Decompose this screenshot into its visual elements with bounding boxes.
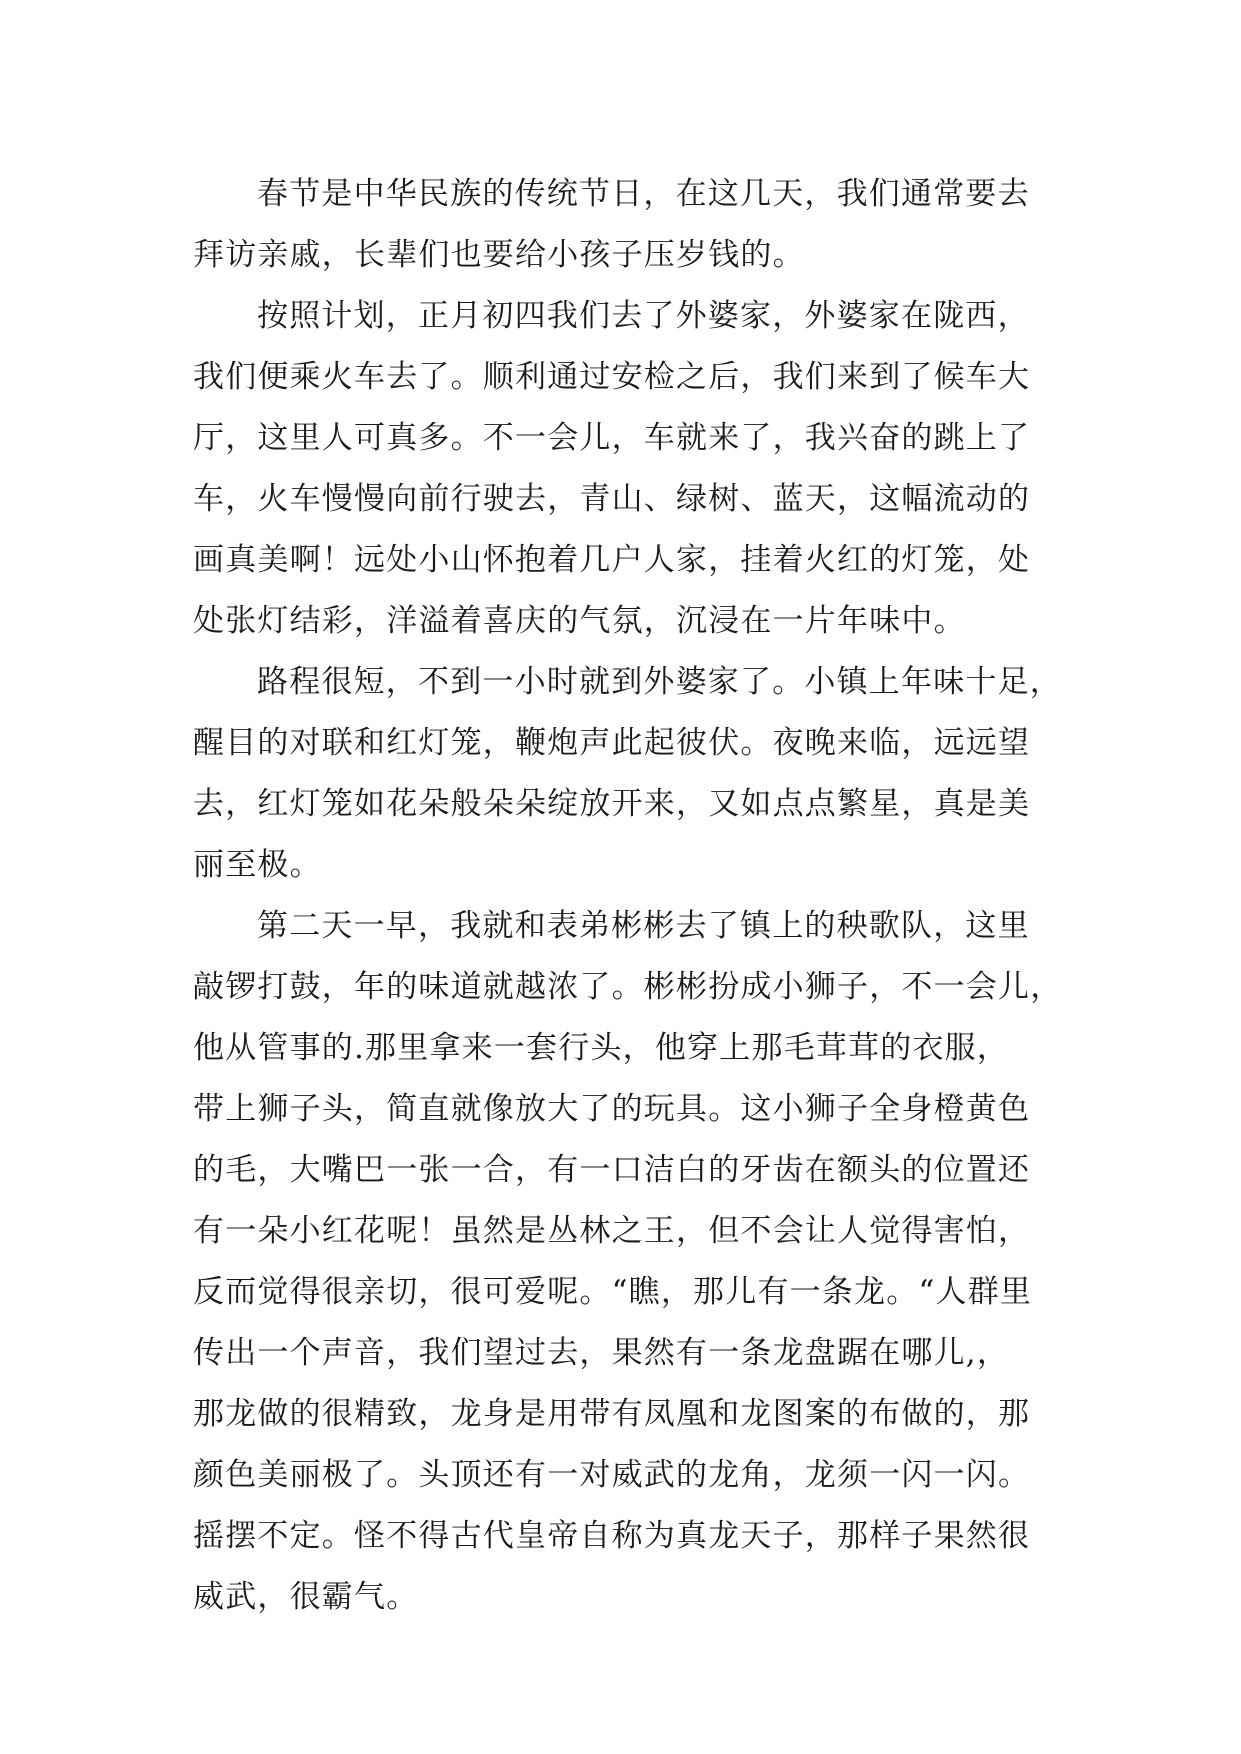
text-line: 处张灯结彩，洋溢着喜庆的气氛，沉浸在一片年味中。 xyxy=(193,603,966,639)
text-line: 拜访亲戚，长辈们也要给小孩子压岁钱的。 xyxy=(193,237,805,273)
text-line: 春节是中华民族的传统节日，在这几天，我们通常要去 xyxy=(257,176,1030,212)
text-line: 画真美啊！远处小山怀抱着几户人家，挂着火红的灯笼，处 xyxy=(193,542,1031,578)
text-line: 去，红灯笼如花朵般朵朵绽放开来，又如点点繁星，真是美 xyxy=(193,786,1031,822)
text-line: 威武，很霸气。 xyxy=(193,1579,419,1615)
text-line: 那龙做的很精致，龙身是用带有凤凰和龙图案的布做的，那 xyxy=(193,1396,1031,1432)
text-line: 厅，这里人可真多。不一会儿，车就来了，我兴奋的跳上了 xyxy=(193,420,1031,456)
paragraph-yangge-team xyxy=(193,896,1073,1628)
paragraph-train-trip xyxy=(193,286,1073,652)
text-line: 颜色美丽极了。头顶还有一对威武的龙角，龙须一闪一闪。 xyxy=(193,1457,1031,1493)
document-body xyxy=(193,164,1073,1628)
text-line: 丽至极。 xyxy=(193,847,322,883)
paragraph-town-evening xyxy=(193,652,1073,896)
text-line: 他从管事的.那里拿来一套行头，他穿上那毛茸茸的衣服， xyxy=(193,1030,1010,1066)
paragraph-spring-festival xyxy=(193,164,1073,286)
text-line: 摇摆不定。怪不得古代皇帝自称为真龙天子，那样子果然很 xyxy=(193,1518,1031,1554)
text-line: 醒目的对联和红灯笼，鞭炮声此起彼伏。夜晚来临，远远望 xyxy=(193,725,1031,761)
text-line: 的毛，大嘴巴一张一合，有一口洁白的牙齿在额头的位置还 xyxy=(193,1152,1031,1188)
text-line: 按照计划，正月初四我们去了外婆家，外婆家在陇西， xyxy=(257,298,1030,334)
text-line: 敲锣打鼓，年的味道就越浓了。彬彬扮成小狮子，不一会儿， xyxy=(193,969,1063,1005)
text-line: 有一朵小红花呢！虽然是丛林之王，但不会让人觉得害怕， xyxy=(193,1213,1031,1249)
text-line: 第二天一早，我就和表弟彬彬去了镇上的秧歌队，这里 xyxy=(257,908,1030,944)
text-line: 带上狮子头，简直就像放大了的玩具。这小狮子全身橙黄色 xyxy=(193,1091,1031,1127)
text-line: 我们便乘火车去了。顺利通过安检之后，我们来到了候车大 xyxy=(193,359,1031,395)
text-line: 车，火车慢慢向前行驶去，青山、绿树、蓝天，这幅流动的 xyxy=(193,481,1031,517)
text-line: 路程很短，不到一小时就到外婆家了。小镇上年味十足， xyxy=(257,664,1062,700)
text-line: 传出一个声音，我们望过去，果然有一条龙盘踞在哪儿,， xyxy=(193,1335,1010,1371)
text-line: 反而觉得很亲切，很可爱呢。“瞧，那儿有一条龙。“人群里 xyxy=(193,1274,1033,1310)
